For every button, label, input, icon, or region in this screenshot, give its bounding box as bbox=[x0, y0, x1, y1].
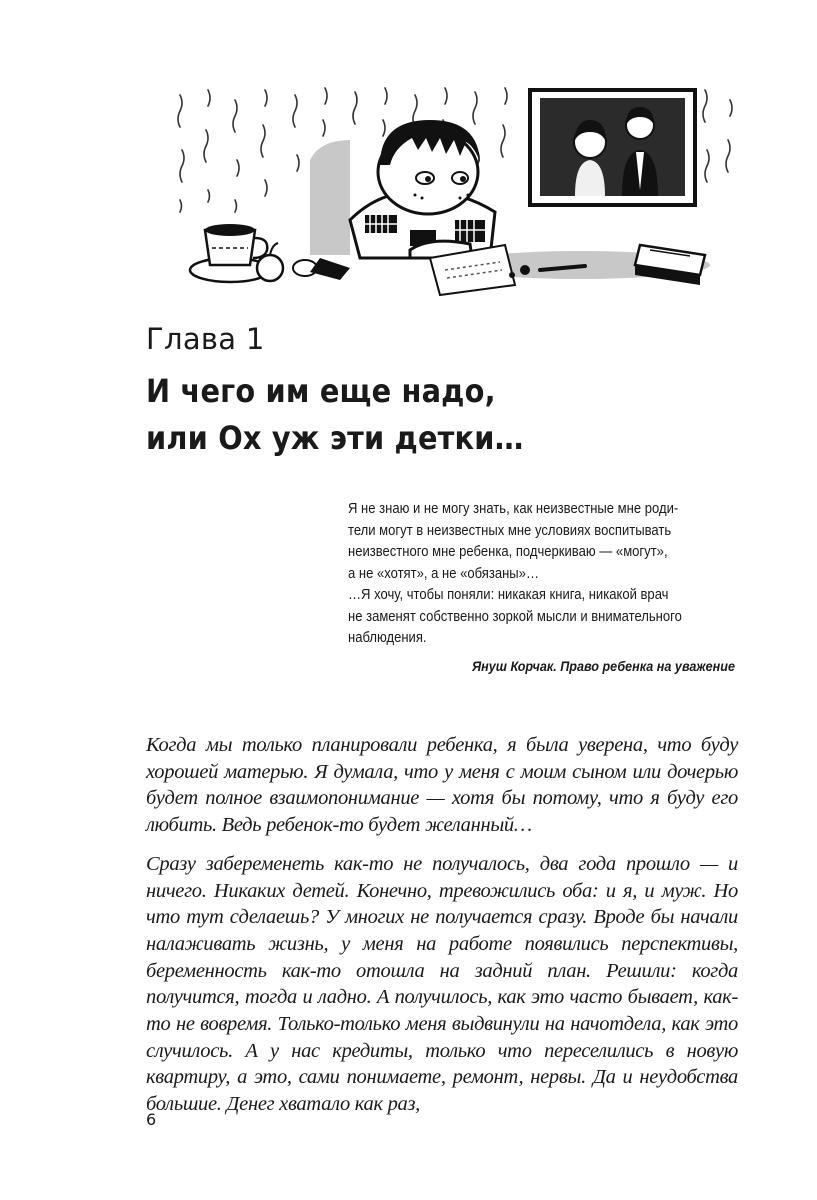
epigraph-line: …Я хочу, чтобы поняли: никакая книга, никакой врач bbox=[348, 587, 669, 603]
chapter-title-line-2: или Ох уж эти детки… bbox=[146, 419, 524, 457]
epigraph-line: не заменят собственно зоркой мысли и внимательного bbox=[348, 608, 682, 625]
body-text bbox=[146, 732, 738, 1130]
body-paragraph: Сразу забеременеть как-то не получалось, два года прошло — и ничего. Никаких детей. Конечно, тревожились оба: и я, и муж. Но что тут сделаешь? У многих не получается сразу. Вроде бы начали налаживать жизнь, у меня на работе появились перспективы, беременность как-то отошла на задний план. Решили: когда получится, тогда и ладно. А получилось, как это часто бывает, как-то не вовремя. Только-только меня выдвинули на начотдела, как это случилось. А у нас кредиты, только что переселились в новую квартиру, а это, сами понимаете, ремонт, нервы. Да и неудобства большие. Денег хватало как раз, bbox=[146, 852, 738, 1116]
body-paragraph: Когда мы только планировали ребенка, я была уверена, что буду хорошей матерью. Я думала, что у меня с моим сыном или дочерью будет полное взаимопонимание — хотя бы потому, что я буду его любить. Ведь ребенок-то будет желанный… bbox=[146, 734, 738, 837]
page-number: 6 bbox=[146, 1110, 157, 1129]
epigraph-line: а не «хотят», а не «обязаны»… bbox=[348, 565, 539, 582]
chapter-illustration bbox=[160, 80, 740, 305]
cookie-icon bbox=[293, 258, 350, 280]
epigraph-line: Я не знаю и не могу знать, как неизвестные мне роди- bbox=[348, 501, 679, 517]
epigraph-line: наблюдения. bbox=[348, 630, 427, 646]
chapter-title-line-1: И чего им еще надо, bbox=[146, 372, 496, 410]
chapter-title bbox=[146, 368, 686, 462]
chapter-label: Глава 1 bbox=[146, 322, 265, 356]
book-icon bbox=[635, 245, 705, 285]
epigraph-line: тели могут в неизвестных мне условиях воспитывать bbox=[348, 522, 672, 539]
window-frame-icon bbox=[530, 90, 695, 205]
boy-icon bbox=[350, 120, 495, 258]
epigraph bbox=[348, 499, 735, 677]
epigraph-attribution: Януш Корчак. Право ребенка на уважение bbox=[471, 657, 735, 674]
apple-icon bbox=[257, 243, 283, 281]
epigraph-line: неизвестного мне ребенка, подчеркиваю — «могут», bbox=[348, 544, 668, 560]
